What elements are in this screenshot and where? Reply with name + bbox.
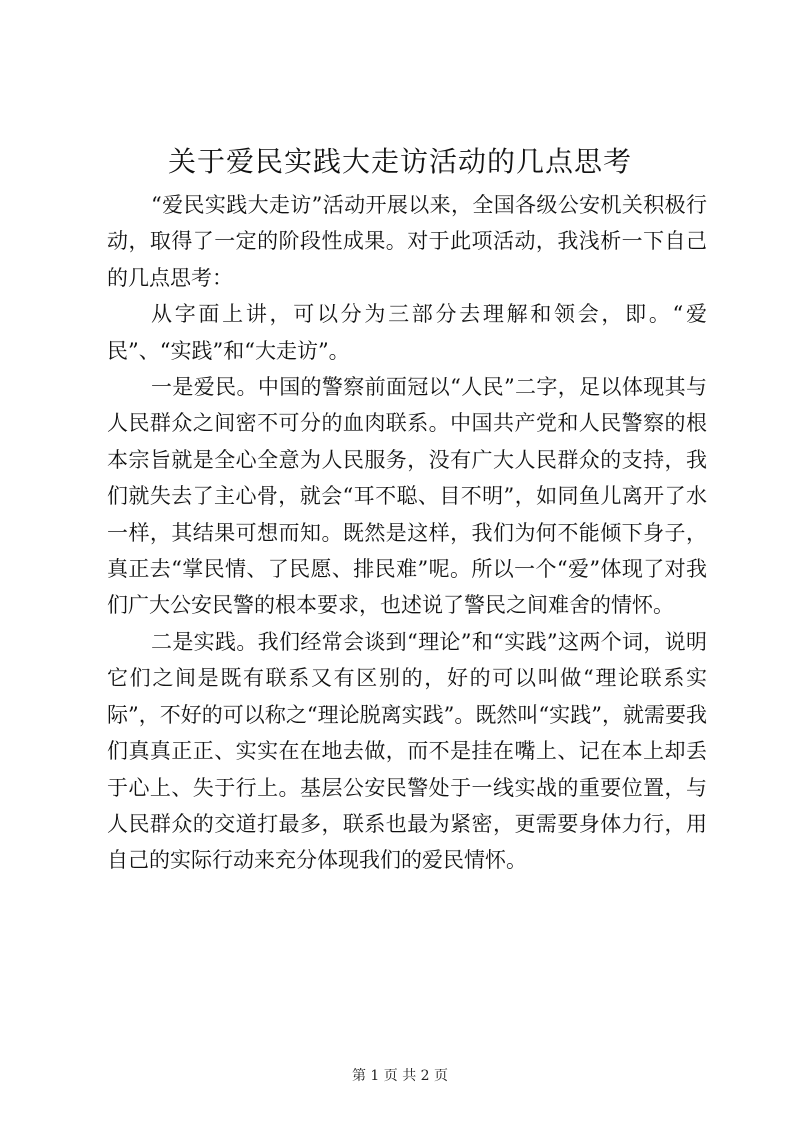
paragraph-overview: 从字面上讲，可以分为三部分去理解和领会，即。“爱民”、“实践”和“大走访”。 xyxy=(107,302,707,363)
page-footer: 第 1 页 共 2 页 xyxy=(351,1068,449,1084)
paragraph-intro: “爱民实践大走访”活动开展以来，全国各级公安机关积极行动，取得了一定的阶段性成果。对于此项活动，我浅析一下自己的几点思考： xyxy=(107,193,707,290)
document-body xyxy=(107,187,707,879)
document-title: 关于爱民实践大走访活动的几点思考 xyxy=(167,145,632,178)
paragraph-love-people: 一是爱民。中国的警察前面冠以“人民”二字，足以体现其与人民群众之间密不可分的血肉联系。中国共产党和人民警察的根本宗旨就是全心全意为人民服务，没有广大人民群众的支持，我们就失去了主心骨，就会“耳不聪、目不明”，如同鱼儿离开了水一样，其结果可想而知。既然是这样，我们为何不能倾下身子，真正去“掌民情、了民愿、排民难”呢。所以一个“爱”体现了对我们广大公安民警的根本要求，也述说了警民之间难舍的情怀。 xyxy=(107,375,707,618)
paragraph-practice: 二是实践。我们经常会谈到“理论”和“实践”这两个词，说明它们之间是既有联系又有区别的，好的可以叫做“理论联系实际”，不好的可以称之“理论脱离实践”。既然叫“实践”，就需要我们真真正正、实实在在地去做，而不是挂在嘴上、记在本上却丢于心上、失于行上。基层公安民警处于一线实战的重要位置，与人民群众的交道打最多，联系也最为紧密，更需要身体力行，用自己的实际行动来充分体现我们的爱民情怀。 xyxy=(107,629,707,873)
